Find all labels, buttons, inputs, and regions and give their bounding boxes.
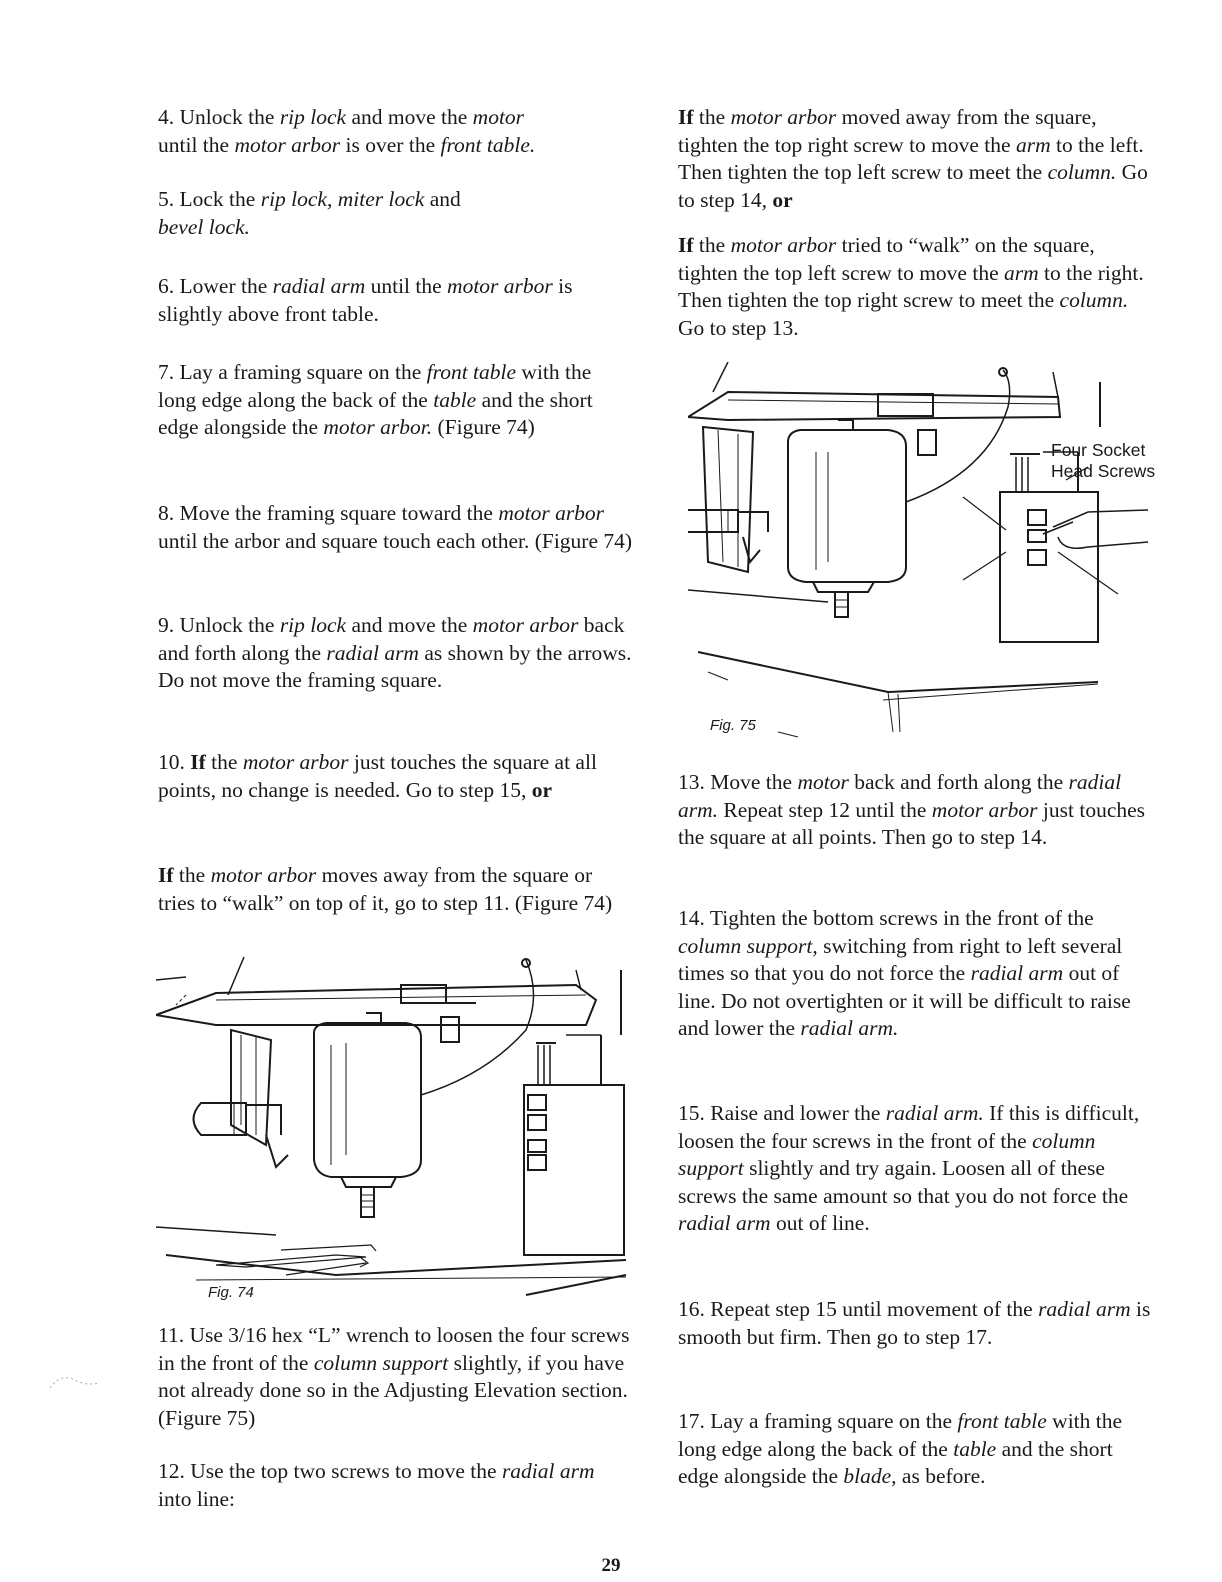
callout-line-1: Four Socket xyxy=(1051,440,1146,460)
step-5: 5. Lock the rip lock, miter lock and bevel lock. xyxy=(158,187,461,239)
step-9: 9. Unlock the rip lock and move the motor arbor back and forth along the radial arm as shown by the arrows. Do not move the framing square. xyxy=(158,613,632,692)
page-number: 29 xyxy=(601,1555,621,1576)
step-11: 11. Use 3/16 hex “L” wrench to loosen the four screws in the front of the column support slightly, if you have not already done so in the Adjusting Elevation section. (Figure 75) xyxy=(158,1323,630,1430)
callout-line-2: Head Screws xyxy=(1051,461,1156,481)
step-10: 10. If the motor arbor just touches the square at all points, no change is needed. Go to step 15, or xyxy=(158,750,597,802)
step-17: 17. Lay a framing square on the front table with the long edge along the back of the table and the short edge alongside the blade, as before. xyxy=(678,1409,1123,1488)
figure-75-label: Fig. 75 xyxy=(710,717,756,734)
figure-74-label: Fig. 74 xyxy=(208,1284,254,1301)
step-10-alt: If the motor arbor moves away from the square or tries to “walk” on top of it, go to step 11. (Figure 74) xyxy=(158,863,613,915)
step-16: 16. Repeat step 15 until movement of the radial arm is smooth but firm. Then go to step 17. xyxy=(678,1297,1151,1349)
step-12: 12. Use the top two screws to move the radial arm into line: xyxy=(158,1459,595,1511)
figure-75-callout xyxy=(1051,440,1155,482)
step-8: 8. Move the framing square toward the motor arbor until the arbor and square touch each other. (Figure 74) xyxy=(158,501,633,553)
step-13: 13. Move the motor back and forth along the radial arm. Repeat step 12 until the motor arbor just touches the square at all points. Then go to step 14. xyxy=(678,770,1146,849)
step-4: 4. Unlock the rip lock and move the motor until the motor arbor is over the front table. xyxy=(158,105,536,157)
figure-75 xyxy=(688,362,1168,742)
step-14: 14. Tighten the bottom screws in the front of the column support, switching from right to left several times so that you do not force the radial arm out of line. Do not overtighten or it will be difficult to raise and lower the radial arm. xyxy=(678,906,1131,1040)
figure-74-illustration xyxy=(156,955,626,1310)
figure-75-illustration xyxy=(688,362,1168,742)
step-15: 15. Raise and lower the radial arm. If this is difficult, loosen the four screws in the front of the column support slightly and try again. Loosen all of these screws the same amount so that you do not force the radial arm out of line. xyxy=(678,1101,1140,1235)
step-7: 7. Lay a framing square on the front table with the long edge along the back of the table and the short edge alongside the motor arbor. (Figure 74) xyxy=(158,360,593,439)
figure-74 xyxy=(156,955,626,1310)
scan-smudge xyxy=(30,1368,110,1398)
step-12-case-a: If the motor arbor moved away from the square, tighten the top right screw to move the arm to the left. Then tighten the top left screw to meet the column. Go to step 14, or xyxy=(678,105,1148,212)
step-12-case-b: If the motor arbor tried to “walk” on the square, tighten the top left screw to move the arm to the right. Then tighten the top right screw to meet the column. Go to step 13. xyxy=(678,233,1144,340)
step-6: 6. Lower the radial arm until the motor arbor is slightly above front table. xyxy=(158,274,573,326)
